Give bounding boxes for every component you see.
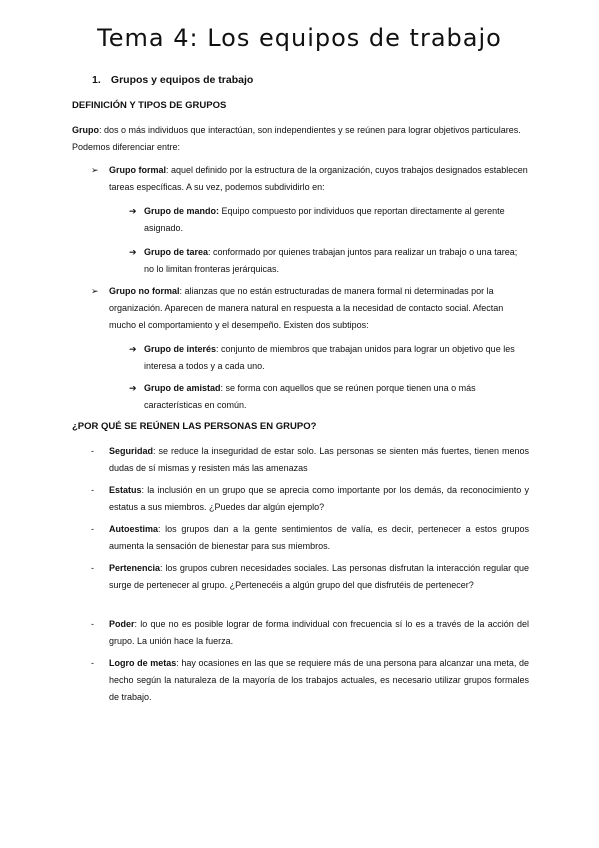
definicion-heading: DEFINICIÓN Y TIPOS DE GRUPOS — [72, 100, 227, 111]
grupo-text: : dos o más individuos que interactúan, son independientes y se reúnen para lograr objetivos particulares. Podemos diferenciar entre: — [72, 125, 521, 152]
item-term: Seguridad — [109, 446, 154, 456]
dash-bullet: - — [91, 485, 94, 495]
item-term: Estatus — [109, 485, 142, 495]
item-term: Grupo de amistad — [144, 383, 221, 393]
item-text: : alianzas que no están estructuradas de manera formal ni determinadas por la organización. Aparecen de manera natural en respuesta a la necesidad de contacto social. Afectan mucho el comportamiento y el desempeño. Existen dos subtipos: — [109, 286, 504, 330]
item-text: : conformado por quienes trabajan juntos para realizar un trabajo o una tarea; no lo limitan fronteras jerárquicas. — [144, 247, 518, 274]
sub-item-grupo-de-amistad — [129, 380, 529, 414]
item-text: : lo que no es posible lograr de forma individual con frecuencia sí lo es a través de la acción del grupo. La unión hace la fuerza. — [109, 619, 529, 646]
item-text: Equipo compuesto por individuos que reportan directamente al gerente asignado. — [144, 206, 505, 233]
arrowhead-bullet-icon: ➢ — [91, 286, 99, 296]
item-term: Poder — [109, 619, 135, 629]
dash-bullet: - — [91, 524, 94, 534]
item-text: : se reduce la inseguridad de estar solo. Las personas se sienten más fuertes, tienen menos dudas de sí mismas y resisten más las amenazas — [109, 446, 529, 473]
list-item-grupo-formal — [91, 162, 529, 196]
grupo-definition — [72, 122, 528, 156]
list-item-grupo-no-formal — [91, 283, 529, 334]
item-text: : aquel definido por la estructura de la organización, cuyos trabajos designados establecen tareas específicas. A su vez, podemos subdividirlo en: — [109, 165, 528, 192]
section-number: 1. — [92, 74, 101, 86]
arrow-bullet-icon: ➔ — [129, 383, 137, 393]
item-text: : hay ocasiones en las que se requiere más de una persona para alcanzar una meta, de hecho según la naturaleza de la mayoría de los trabajos actuales, es necesario utilizar grupos formales de trabajo. — [109, 658, 529, 702]
arrow-bullet-icon: ➔ — [129, 247, 137, 257]
section-label: Grupos y equipos de trabajo — [110, 74, 254, 86]
page-title: Tema 4: Los equipos de trabajo — [97, 24, 502, 52]
item-term: Grupo formal — [109, 165, 167, 175]
list-item-seguridad — [91, 443, 529, 477]
sub-item-grupo-de-interes — [129, 341, 529, 375]
item-term: Grupo de interés — [144, 344, 217, 354]
list-item-logro-de-metas — [91, 655, 529, 706]
item-term: Grupo no formal — [109, 286, 180, 296]
list-item-autoestima — [91, 521, 529, 555]
section-heading — [92, 74, 253, 86]
item-term: Autoestima — [109, 524, 159, 534]
item-term: Logro de metas — [109, 658, 177, 668]
arrowhead-bullet-icon: ➢ — [91, 165, 99, 175]
dash-bullet: - — [91, 619, 94, 629]
item-text: : los grupos dan a la gente sentimientos de valía, es decir, pertenecer a estos grupos aumenta la sensación de bienestar para sus miembros. — [109, 524, 529, 551]
list-item-pertenencia — [91, 560, 529, 594]
dash-bullet: - — [91, 446, 94, 456]
item-term: Grupo de tarea — [144, 247, 209, 257]
arrow-bullet-icon: ➔ — [129, 344, 137, 354]
grupo-term: Grupo — [72, 125, 99, 135]
porque-heading: ¿POR QUÉ SE REÚNEN LAS PERSONAS EN GRUPO? — [72, 421, 317, 432]
sub-item-grupo-de-tarea — [129, 244, 529, 278]
list-item-estatus — [91, 482, 529, 516]
arrow-bullet-icon: ➔ — [129, 206, 137, 216]
item-term: Grupo de mando: — [144, 206, 219, 216]
list-item-poder — [91, 616, 529, 650]
dash-bullet: - — [91, 658, 94, 668]
item-term: Pertenencia — [109, 563, 161, 573]
item-text: : la inclusión en un grupo que se aprecia como importante por los demás, da reconocimiento y estatus a sus miembros. ¿Puedes dar algún ejemplo? — [109, 485, 529, 512]
item-text: : se forma con aquellos que se reúnen porque tienen una o más características en común. — [144, 383, 476, 410]
sub-item-grupo-de-mando — [129, 203, 529, 237]
item-text: : conjunto de miembros que trabajan unidos para lograr un objetivo que les interesa a todos y a cada uno. — [144, 344, 515, 371]
item-text: : los grupos cubren necesidades sociales. Las personas disfrutan la interacción regular que surge de pertenecer al grupo. ¿Pertenecéis a algún grupo del que disfrutéis de pertenecer? — [109, 563, 529, 590]
dash-bullet: - — [91, 563, 94, 573]
